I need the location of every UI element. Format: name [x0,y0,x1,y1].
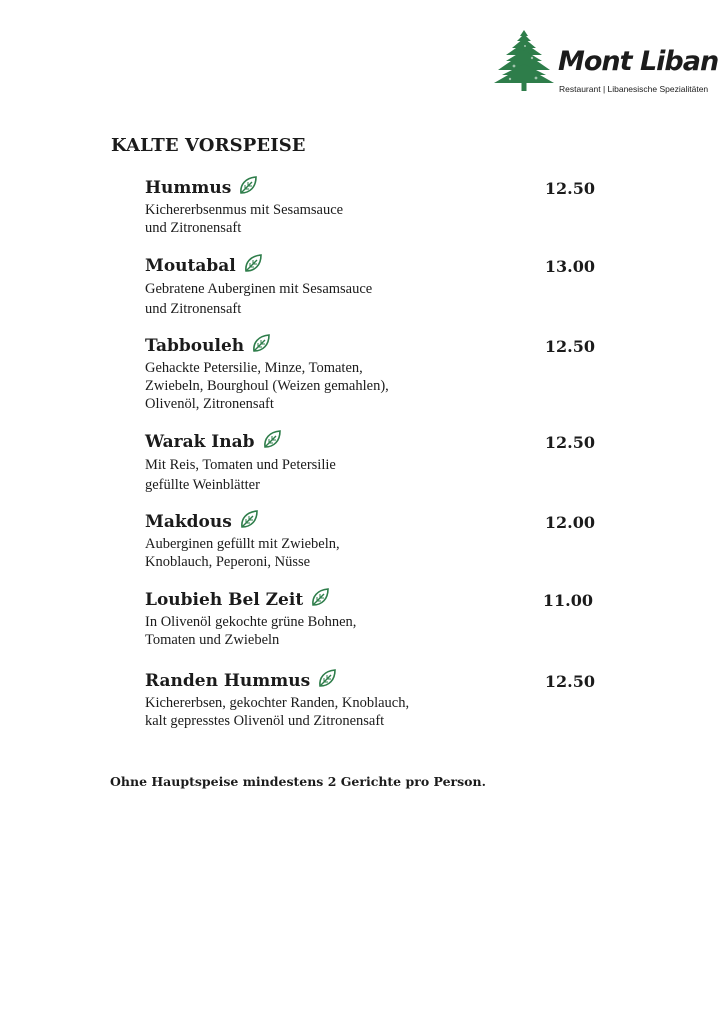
description-line: kalt gepresstes Olivenöl und Zitronensaft [145,713,385,729]
description-line: Gehackte Petersilie, Minze, Tomaten, [145,360,363,376]
menu-item-name: Moutabal [145,256,236,276]
menu-item-description [145,535,595,571]
vegan-leaf-icon [242,252,264,274]
menu-item-name: Tabbouleh [145,336,245,356]
menu-item-description [145,279,595,319]
cedar-tree-icon [492,28,556,92]
menu-item-name: Randen Hummus [145,671,311,691]
restaurant-logo [492,28,719,100]
menu-item-price: 11.00 [542,591,593,610]
menu-item-price: 12.50 [544,337,595,356]
minimum-order-note: Ohne Hauptspeise mindestens 2 Gerichte pro Person. [110,774,486,789]
description-line: Olivenöl, Zitronensaft [145,396,274,412]
menu-item-name: Warak Inab [145,432,255,452]
brand-name: Mont Liban [558,46,719,77]
menu-item-description [145,359,595,413]
description-line: Knoblauch, Peperoni, Nüsse [145,554,311,570]
menu-item [145,255,595,319]
description-line: Auberginen gefüllt mit Zwiebeln, [145,536,340,552]
menu-item-price: 12.50 [544,179,595,198]
section-title: KALTE VORSPEISE [111,135,306,156]
menu-item-name: Makdous [145,512,232,532]
menu-item [145,589,595,649]
description-line: In Olivenöl gekochte grüne Bohnen, [145,614,357,630]
menu-item-description [145,694,595,730]
menu-item-price: 12.00 [544,513,595,532]
description-line: Kichererbsenmus mit Sesamsauce [145,202,344,218]
menu-item [145,670,595,730]
vegan-leaf-icon [238,508,260,530]
description-line: und Zitronensaft [145,301,242,317]
description-line: Mit Reis, Tomaten und Petersilie [145,457,336,473]
vegan-leaf-icon [309,586,331,608]
description-line: und Zitronensaft [145,220,242,236]
menu-item-price: 12.50 [544,672,595,691]
menu-item-name: Hummus [145,178,232,198]
vegan-leaf-icon [250,332,272,354]
menu-item-description [145,201,595,237]
menu-item [145,431,595,495]
menu-item [145,511,595,571]
description-line: gefüllte Weinblätter [145,477,260,493]
brand-tagline: Restaurant | Libanesische Spezialitäten [559,84,709,94]
description-line: Zwiebeln, Bourghoul (Weizen gemahlen), [145,378,389,394]
menu-item-price: 12.50 [544,433,595,452]
description-line: Tomaten und Zwiebeln [145,632,280,648]
description-line: Kichererbsen, gekochter Randen, Knoblauch, [145,695,410,711]
vegan-leaf-icon [316,667,338,689]
menu-item [145,177,595,237]
menu-item-description [145,613,595,649]
menu-item-price: 13.00 [544,257,595,276]
menu-item-description [145,455,595,495]
menu-item [145,335,595,413]
menu-item-name: Loubieh Bel Zeit [145,590,304,610]
description-line: Gebratene Auberginen mit Sesamsauce [145,281,373,297]
vegan-leaf-icon [237,174,259,196]
vegan-leaf-icon [261,428,283,450]
